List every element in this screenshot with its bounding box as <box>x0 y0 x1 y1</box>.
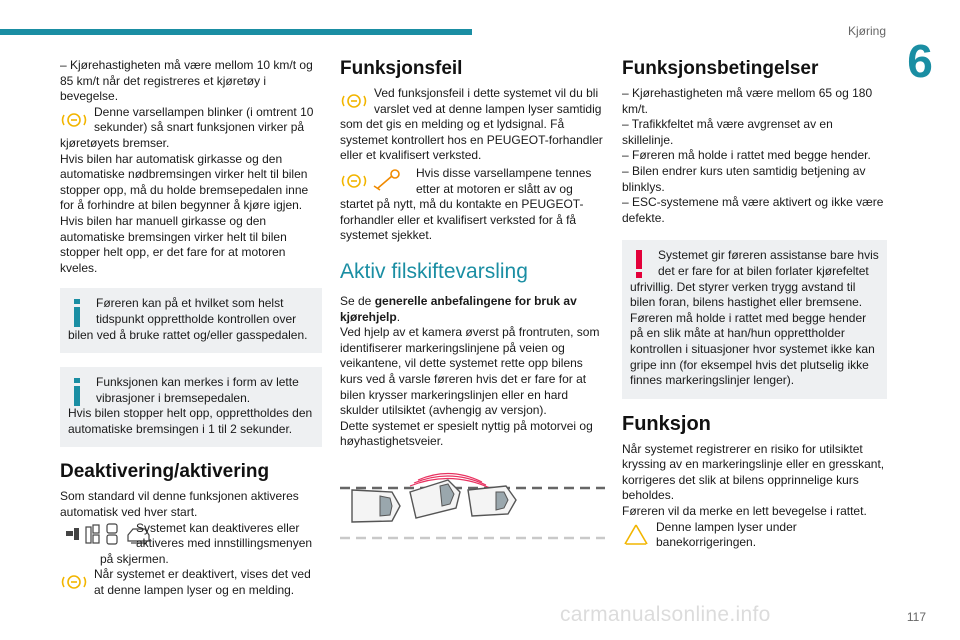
motorway-usefulness-text: Dette systemet er spesielt nyttig på motorvei og høyhastighetsveier. <box>340 418 593 449</box>
malfunction-lamp-row <box>340 86 605 164</box>
info-hold-text: Hvis bilen stopper helt opp, opprettholdes den automatiske bremsingen i 1 til 2 sekunder. <box>68 406 313 436</box>
condition-item: – Føreren må holde i rattet med begge hender. <box>622 148 871 163</box>
chapter-number: 6 <box>907 35 933 87</box>
column-middle <box>340 58 605 551</box>
settings-menu-text: Systemet kan deaktiveres eller aktiveres med innstillingsmenyen på skjermen. <box>100 520 313 566</box>
section-heading-function: Funksjon <box>622 412 711 435</box>
info-icon <box>70 299 84 327</box>
warning-assist-text: Systemet gir føreren assistanse bare hvis det er fare for at bilen forlater kjørefeltet ufrivillig. Det styrer verken trygg avstand til bilen foran, bilens hastighet eller bremsene. <box>630 248 879 310</box>
brake-off-lamp-icon <box>60 569 88 595</box>
lane-correction-lamp-row <box>622 520 887 551</box>
camera-description-text: Ved hjelp av et kamera øverst på frontruten, som identifiserer markeringslinjene på veien og veikantene, vil dette systemet rette opp bilens kurs ved å varsle føreren hvis det er fare for at bilen krysser markeringslinjen eller en hard skulder utilsiktet (avhengig av versjon). <box>340 325 600 418</box>
info-vibration-text: Funksjonen kan merkes i form av lette vibrasjoner i bremsepedalen. <box>96 375 299 405</box>
service-warning-icons <box>340 168 410 194</box>
section-heading-malfunction: Funksjonsfeil <box>340 58 463 79</box>
info-icon <box>70 378 84 406</box>
section-heading-deactivation: Deaktivering/aktivering <box>60 461 270 483</box>
condition-item: – Trafikkfeltet må være avgrenset av en skillelinje. <box>622 117 833 147</box>
steering-movement-text: Føreren vil da merke en lett bevegelse i rattet. <box>622 504 867 519</box>
warning-hands-text: Føreren må holde i rattet med begge hender på en slik måte at han/hun opprettholder kontrollen i situasjoner hvor systemet ikke kan gripe inn (for eksempel hvis det plutselig ikke finnes markeringslinjer lenger). <box>630 310 875 388</box>
service-lamp-text: Hvis disse varsellampene tennes etter at motoren er slått av og startet på nytt, må du kontakte en PEUGEOT-forhandler eller et kvalifisert verksted for å få systemet sjekket. <box>340 165 592 243</box>
page-number: 117 <box>906 610 926 624</box>
warning-lamp-row <box>60 105 322 152</box>
section-heading-lane-keeping: Aktiv filskiftevarsling <box>340 259 528 283</box>
lane-keeping-illustration <box>340 466 605 551</box>
speed-condition-text: – Kjørehastigheten må være mellom 10 km/t og 85 km/t når det registreres et kjøretøy i bevegelse. <box>60 58 313 104</box>
condition-item: – Kjørehastigheten må være mellom 65 og 180 km/t. <box>622 86 873 116</box>
general-recommendations-ref: Se de generelle anbefalingene for bruk av kjørehjelp. <box>340 293 577 324</box>
deactivated-lamp-row <box>60 567 322 598</box>
section-heading-conditions: Funksjonsbetingelser <box>622 58 819 79</box>
lamp-blink-text: Denne varsellampen blinker (i omtrent 10 sekunder) så snart funksjonen virker på kjøretøyets bremser. <box>60 104 314 150</box>
automatic-gearbox-text: Hvis bilen har automatisk girkasse og den automatiske nødbremsingen virker helt til bilen stopper opp, må du holde bremsepedalen inne for å forhindre at bilen begynner å kjøre igjen. <box>60 151 309 213</box>
brake-warning-lamp-icon <box>60 107 88 133</box>
condition-item: – ESC-systemene må være aktivert og ikke være defekte. <box>622 195 884 225</box>
info-box-control <box>60 288 322 353</box>
warning-box <box>622 240 887 398</box>
function-description-text: Når systemet registrerer en risiko for utilsiktet kryssing av en markeringslinje eller en gresskant, korrigeres det slik at bilens opprinnelige kurs beholdes. <box>622 441 885 503</box>
column-right <box>622 58 887 551</box>
service-lamp-row <box>340 166 605 244</box>
manual-gearbox-text: Hvis bilen har manuell girkasse og den automatiske bremsingen virker helt til bilen stopper helt opp, er det fare for at motoren kveles. <box>60 213 287 275</box>
running-head: Kjøring <box>847 24 886 38</box>
malfunction-lamp-text: Ved funksjonsfeil i dette systemet vil du bli varslet ved at denne lampen lyser samtidig som det gis en melding og et lydsignal. Få systemet kontrollert hos en PEUGEOT-forhandler eller et kvalifisert verksted. <box>340 86 603 163</box>
recommendations-link-text: generelle anbefalingene for bruk av kjørehjelp <box>340 293 577 324</box>
lane-correction-lamp-text: Denne lampen lyser under banekorrigeringen. <box>656 519 797 550</box>
info-box-vibration <box>60 367 322 447</box>
header-accent-bar <box>0 29 472 35</box>
malfunction-lamp-icon <box>340 88 368 114</box>
info-control-text: Føreren kan på et hvilket som helst tidspunkt opprettholde kontrollen over bilen ved å bruke rattet og/eller gasspedalen. <box>68 296 308 342</box>
exclamation-icon <box>632 250 646 278</box>
settings-icons-row <box>60 521 322 568</box>
column-left <box>60 58 322 599</box>
deactivated-lamp-text: Når systemet er deaktivert, vises det ved at denne lampen lyser og en melding. <box>94 567 311 598</box>
watermark-text: carmanualsonline.info <box>560 603 771 626</box>
settings-menu-icons <box>60 523 130 549</box>
lane-correction-lamp-icon <box>622 522 650 548</box>
condition-item: – Bilen endrer kurs uten samtidig betjening av blinklys. <box>622 163 866 194</box>
default-activation-text: Som standard vil denne funksjonen aktiveres automatisk ved hver start. <box>60 489 299 520</box>
